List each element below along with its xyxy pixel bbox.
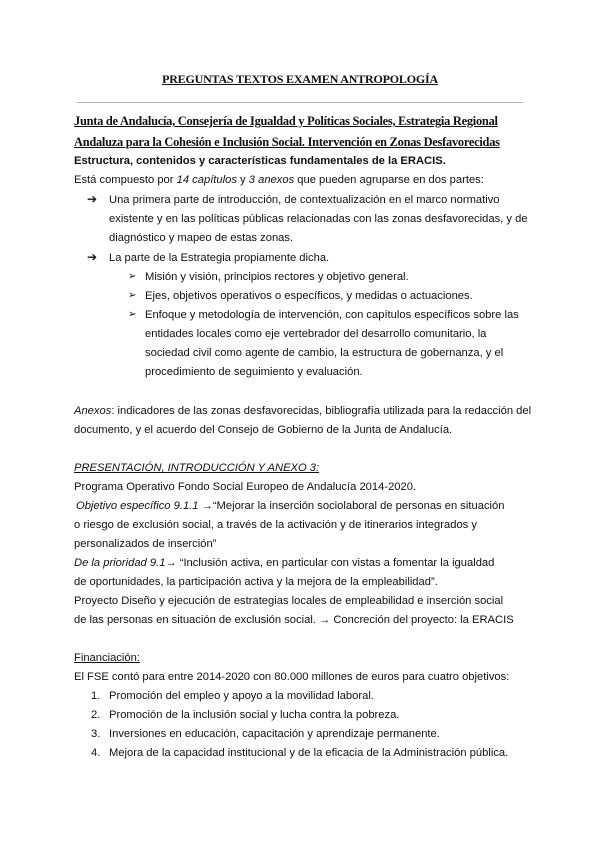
sub-bullet-icon: ➢ xyxy=(128,271,137,282)
presentacion-heading: PRESENTACIÓN, INTRODUCCIÓN Y ANEXO 3: xyxy=(74,462,320,474)
bullet-1-line-2: existente y en las políticas públicas relacionadas con las zonas desfavorecidas, y de xyxy=(109,213,528,225)
intro-text-b: 14 capítulos xyxy=(176,174,237,186)
list-number: 4. xyxy=(91,747,101,759)
proyecto-line-2: de las personas en situación de exclusión social. → Concreción del proyecto: la ERACIS xyxy=(74,614,514,626)
objetivo-line-3: personalizados de inserción” xyxy=(74,538,217,550)
sub-bullet-2: Ejes, objetivos operativos o específicos, y medidas o actuaciones. xyxy=(145,290,473,302)
anexos-paragraph-line-2: documento, y el acuerdo del Consejo de Gobierno de la Junta de Andalucía. xyxy=(74,424,453,436)
objetivo-label: Objetivo específico 9.1.1 xyxy=(76,500,199,512)
intro-text-c: y xyxy=(236,174,249,186)
list-item: Inversiones en educación, capacitación y aprendizaje permanente. xyxy=(109,728,440,740)
arrow-bullet-icon: ➔ xyxy=(87,250,98,264)
sub-bullet-icon: ➢ xyxy=(128,290,137,301)
sub-bullet-3-line-3: sociedad civil como agente de cambio, la estructura de gobernanza, y el xyxy=(145,347,504,359)
list-number: 3. xyxy=(91,728,101,740)
objetivo-text: “Mejorar la inserción sociolaboral de personas en situación xyxy=(212,500,505,512)
sub-bullet-1: Misión y visión, principios rectores y objetivo general. xyxy=(145,271,409,283)
list-item: Mejora de la capacidad institucional y de la eficacia de la Administración pública. xyxy=(109,747,509,759)
intro-paragraph xyxy=(74,174,484,186)
prioridad-line-2: de oportunidades, la participación activa y la mejora de la empleabilidad”. xyxy=(74,576,438,588)
intro-text-d: 3 anexos xyxy=(248,174,295,186)
sub-bullet-3-line-1: Enfoque y metodología de intervención, con capítulos específicos sobre las xyxy=(145,309,519,321)
section-heading-line-2: Andaluza para la Cohesión e Inclusión Social. Intervención en Zonas Desfavorecidas xyxy=(74,135,500,149)
bullet-2-text: La parte de la Estrategia propiamente dicha. xyxy=(109,252,330,264)
prioridad-text: → “Inclusión activa, en particular con vistas a fomentar la igualdad xyxy=(165,557,495,569)
objetivo-line-1 xyxy=(76,500,504,512)
sub-bullet-3-line-2: entidades locales como eje vertebrador del desarrollo comunitario, la xyxy=(145,328,487,340)
proyecto-line-1: Proyecto Diseño y ejecución de estrategias locales de empleabilidad e inserción social xyxy=(74,595,504,607)
list-item: Promoción de la inclusión social y lucha contra la pobreza. xyxy=(109,709,400,721)
sub-bullet-icon: ➢ xyxy=(128,309,137,320)
fse-line: El FSE contó para entre 2014-2020 con 80.000 millones de euros para cuatro objetivos: xyxy=(74,671,510,683)
prioridad-line-1 xyxy=(74,557,494,569)
list-number: 2. xyxy=(91,709,101,721)
objetivo-arrow: → xyxy=(198,500,213,512)
section-heading-line-1: Junta de Andalucía, Consejería de Igualdad y Políticas Sociales, Estrategia Regional xyxy=(74,114,498,128)
prioridad-label: De la prioridad 9.1 xyxy=(74,557,166,569)
anexos-paragraph-line-1 xyxy=(74,405,531,417)
anexos-label: Anexos xyxy=(74,405,112,417)
subheading: Estructura, contenidos y características fundamentales de la ERACIS. xyxy=(74,155,446,167)
programa-line: Programa Operativo Fondo Social Europeo de Andalucía 2014-2020. xyxy=(74,481,417,493)
bullet-1-line-3: diagnóstico y mapeo de estas zonas. xyxy=(109,232,294,244)
intro-text-a: Está compuesto por xyxy=(74,174,177,186)
list-item: Promoción del empleo y apoyo a la movilidad laboral. xyxy=(109,690,374,702)
financiacion-heading: Financiación: xyxy=(74,652,140,664)
intro-text-e: que pueden agruparse en dos partes: xyxy=(294,174,484,186)
anexos-text: : indicadores de las zonas desfavorecidas, bibliografía utilizada para la redacción del xyxy=(111,405,532,417)
title-divider xyxy=(77,102,523,103)
list-number: 1. xyxy=(91,690,101,702)
arrow-bullet-icon: ➔ xyxy=(87,192,98,206)
objetivo-line-2: o riesgo de exclusión social, a través de la activación y de itinerarios integrados y xyxy=(74,519,477,531)
sub-bullet-3-line-4: procedimiento de seguimiento y evaluación. xyxy=(145,366,363,378)
bullet-1-line-1: Una primera parte de introducción, de contextualización en el marco normativo xyxy=(109,194,500,206)
document-title: PREGUNTAS TEXTOS EXAMEN ANTROPOLOGÍA xyxy=(162,72,438,86)
